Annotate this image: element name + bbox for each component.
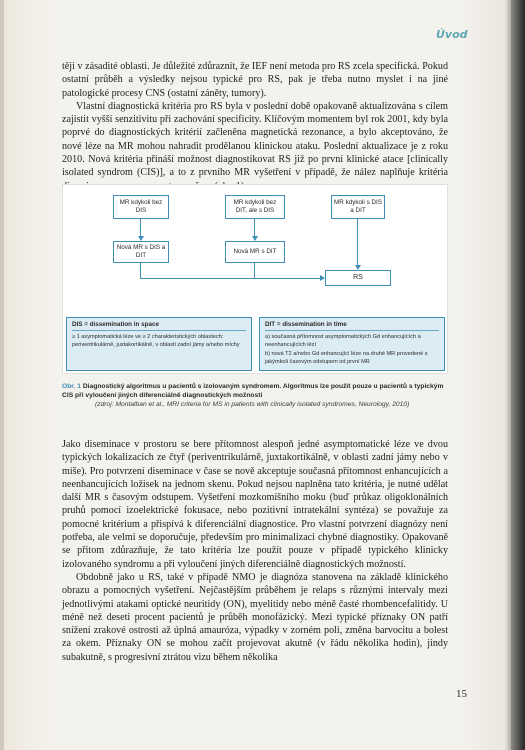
paragraph: Vlastní diagnostická kritéria pro RS byla v poslední době opakovaně aktualizována s cílem zajistit vyšší senzitivitu při zachování specificity. Klíčovým momentem byl rok 2001, kdy byla poprvé do diagnostických kritérií začleněna magnetická rezonance, a bylo akceptováno, že nové léze na MR mohou nahradit prodělanou klinickou ataku. Poslední aktualizace je z roku 2010. Nová kritéria přináší možnost diagnostikovat RS již po první klinické atace [clinically isolated syndrom (CIS)], a to z prvního MR vyšetření v případě, že nález naplňuje kritéria <box>62 100 448 179</box>
diagram-box-mr-without-dis: MR kdykoli bez DIS <box>113 195 169 219</box>
definition-dit-title: DIT = dissemination in time <box>265 321 347 328</box>
arrow-line <box>140 278 320 279</box>
definition-dis-text: ≥ 1 asymptomatická léze ve ≥ 2 charakteristických oblastech: periventrikulárně, juxtakortikálně, v oblasti zadní jámy a/nebo míchy <box>72 334 240 349</box>
diagram-box-mr-dis-and-dit: MR kdykoli s DIS a DIT <box>331 195 385 219</box>
definition-dit <box>259 317 445 371</box>
arrow-line <box>357 219 358 265</box>
diagram-box-mr-dis-without-dit: MR kdykoli bez DIT, ale s DIS <box>225 195 285 219</box>
arrow-line <box>140 219 141 236</box>
definition-dis <box>66 317 252 371</box>
paragraph: Obdobně jako u RS, také v případě NMO je diagnóza stanovena na základě klinického obrazu a pomocných vyšetření. Nejčastějším průběhem je relaps s různými intervaly mezi jednotlivými atakami optické neuritidy (ON), myelitidy nebo méně časté rhombencefalitidy. U méně než deseti procent pacientů je průběh monofázický. Mezi typické příznaky ON patří snížení zrakové ostrosti až úplná amauróza, výpadky v zorném poli, změna barvocitu a bolest za okem. Příznaky ON se mohou začít projevovat akutně (v řádu několika hodin), jindy subakutně, s progresivní ztrátou vizu během několika <box>62 571 448 663</box>
running-header: Úvod <box>436 28 468 41</box>
paragraph: Jako diseminace v prostoru se bere přítomnost alespoň jedné asymptomatické léze ve dvou typických lokalizacích ze čtyř (periventrikulárně, juxtakortikálně, v oblasti zadní jámy nebo v míše). Pro potvrzení diseminace v čase se nově akceptuje současná přítomnost enhancujících a neenhancujících ložisek na jednom skenu. Pokud nejsou naplněna tato kritéria, je nutné udělat další MR s časovým odstupem. Vyšetření mozkomíšního moku (buď průkaz oligoklonálních pruhů pomocí izoelektrické fokusace, nebo pozitivní intratekální syntéza) se považuje za pomocné kritérium a přispívá k diferenciální diagnostice. Pro vlastní potvrzení diagnózy není potřeba, ale velmi se doporučuje, především pro minimalizaci chybné diagnostiky. Opakovaně se přitom zdůrazňuje, že tato kritéria lze použít pouze v případě typického klinicky izolovaného syndromu a při vyloučení jiných diferenciálně diagnostických možností. <box>62 439 448 570</box>
arrow-line <box>254 263 255 278</box>
figure-source: (zdroj: Montalban et al., MRI criteria for MS in patients with clinically isolated syndromes, Neurology, 2010) <box>95 401 410 409</box>
divider <box>265 330 439 331</box>
divider <box>72 330 246 331</box>
arrow-head <box>138 236 144 241</box>
diagram-box-new-mr-dit: Nová MR s DIT <box>225 241 285 263</box>
arrow-head <box>355 265 361 270</box>
diagram-box-new-mr-dis-dit: Nová MR s DIS a DIT <box>113 241 169 263</box>
definition-dit-item-a: a) současná přítomnost asymptomatických Gd enhancujících a neenhancujících lézí <box>265 334 421 349</box>
figure-caption <box>62 382 448 410</box>
arrow-head <box>320 275 325 281</box>
body-text-top <box>62 60 448 193</box>
diagram-box-rs: RS <box>325 270 391 286</box>
body-text-bottom <box>62 438 448 664</box>
figure-number: Obr. 1 <box>62 383 81 390</box>
definition-dit-item-b: b) nová T2 a/nebo Gd enhancující léze na druhé MR provedené s jakýmkoli časovým odstupem od první MR <box>265 350 428 365</box>
page-edge <box>0 0 4 750</box>
diagnostic-diagram <box>62 184 448 374</box>
figure-title: Diagnostický algoritmus u pacientů s izolovaným syndromem. Algoritmus lze použít pouze u pacientů s typickým CIS při vyloučení jiných diferenciálně diagnostických možností <box>62 383 444 400</box>
arrow-line <box>254 219 255 236</box>
book-edge-shadow <box>511 0 525 750</box>
paragraph: těji v zásadité oblasti. Je důležité zdůraznit, že IEF není metoda pro RS zcela specifická. Pokud ostatní průběh a výsledky nejsou typické pro RS, pak je třeba nutno myslet i na jiné patologické procesy CNS (ostatní záněty, tumory). <box>62 61 448 99</box>
arrow-head <box>252 236 258 241</box>
page-number: 15 <box>456 688 467 700</box>
arrow-line <box>140 263 141 278</box>
definition-dis-title: DIS = dissemination in space <box>72 321 159 328</box>
